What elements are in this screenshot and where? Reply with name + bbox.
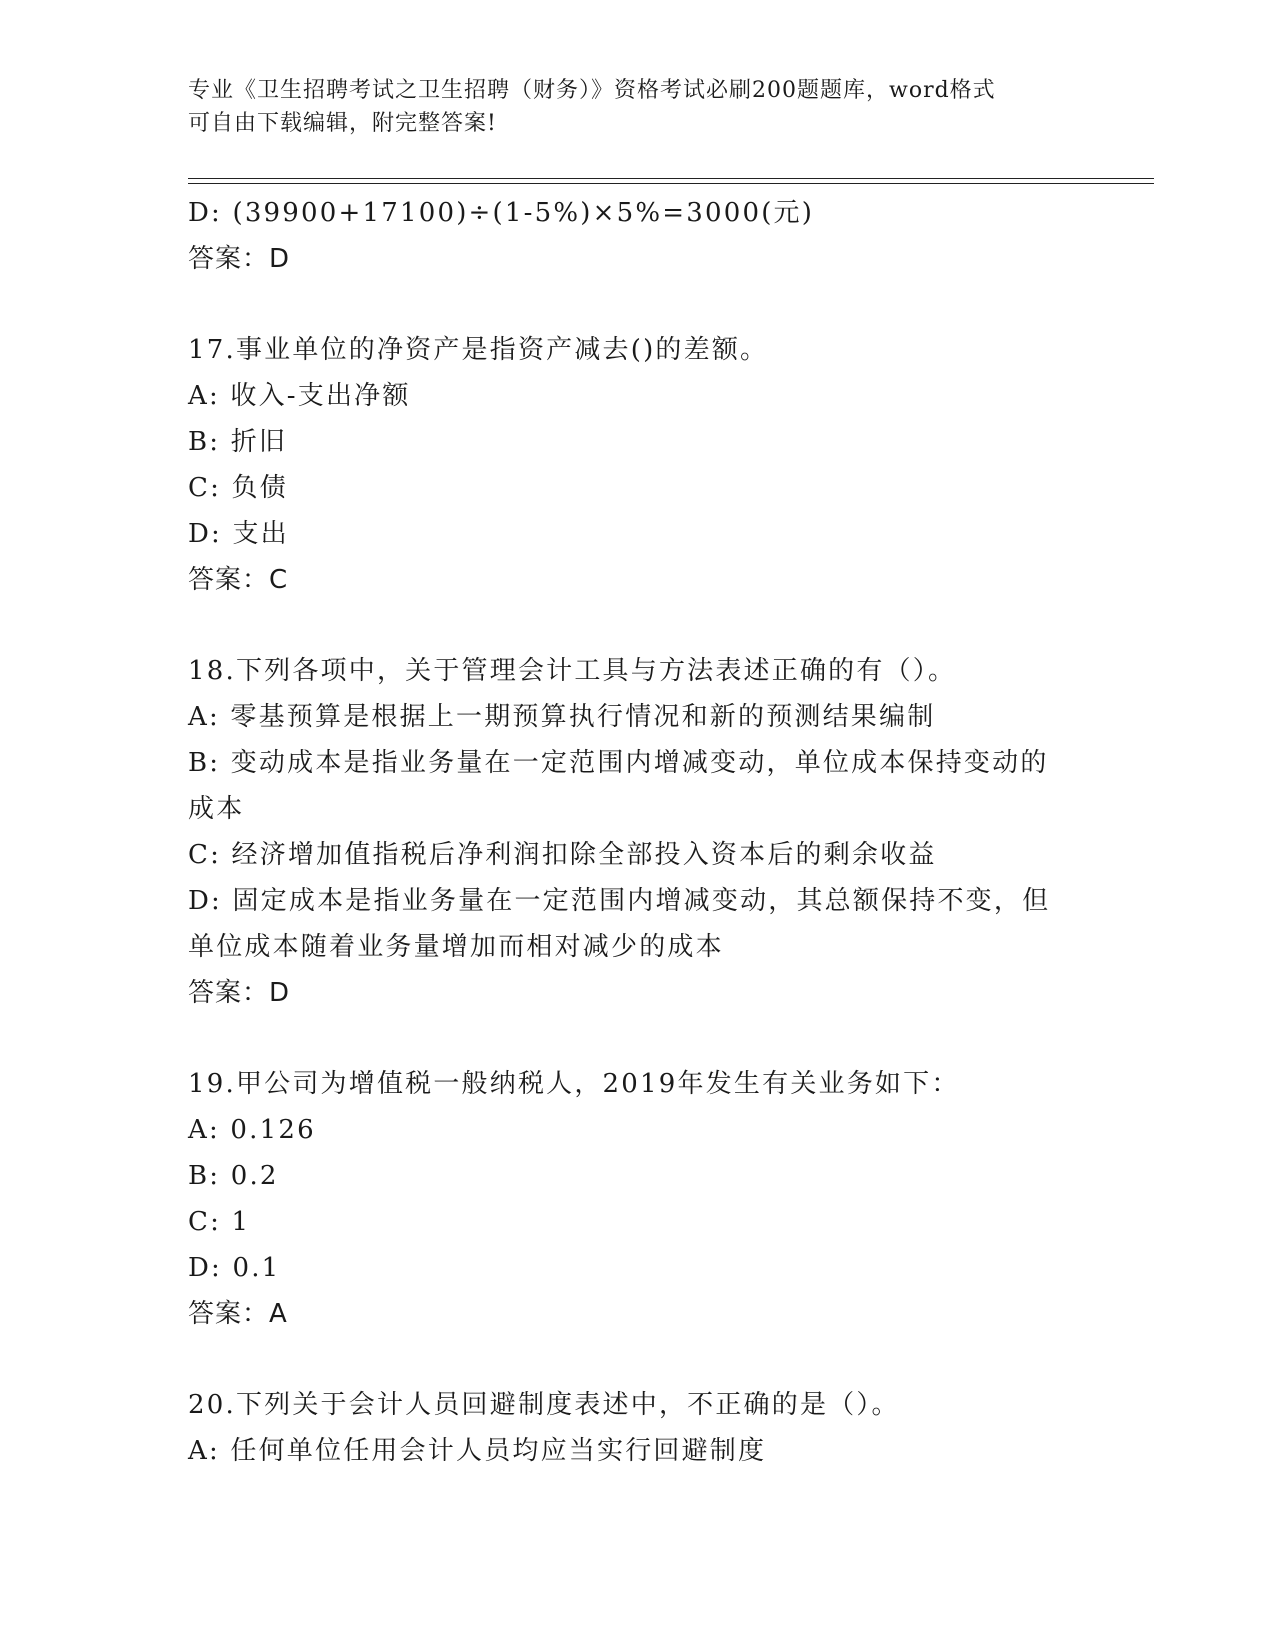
option-c: C: 1	[188, 1207, 251, 1237]
answer: 答案：D	[188, 978, 291, 1008]
header-line-1: 专业《卫生招聘考试之卫生招聘（财务）》资格考试必刷200题题库，word格式	[188, 78, 996, 103]
question-text: 17.事业单位的净资产是指资产减去()的差额。	[188, 335, 769, 365]
previous-question-tail	[188, 190, 1088, 282]
answer: 答案：C	[188, 565, 289, 595]
question-19	[188, 1061, 1088, 1337]
option-b: B: 0.2	[188, 1161, 279, 1191]
question-text: 18.下列各项中，关于管理会计工具与方法表述正确的有（）。	[188, 656, 957, 686]
header-divider-top	[188, 178, 1154, 179]
option-b: B: 变动成本是指业务量在一定范围内增减变动，单位成本保持变动的成本	[188, 748, 1049, 824]
option-a: A: 任何单位任用会计人员均应当实行回避制度	[188, 1436, 767, 1466]
option-b: B: 折旧	[188, 427, 288, 457]
header-line-2: 可自由下载编辑，附完整答案!	[188, 111, 497, 136]
question-18	[188, 648, 1088, 1016]
page-header	[188, 74, 1088, 140]
question-text: 20.下列关于会计人员回避制度表述中，不正确的是（）。	[188, 1390, 900, 1420]
option-d: D: 0.1	[188, 1253, 281, 1283]
question-17	[188, 327, 1088, 603]
answer: 答案：A	[188, 1299, 288, 1329]
question-text: 19.甲公司为增值税一般纳税人，2019年发生有关业务如下：	[188, 1069, 960, 1099]
header-divider-bottom	[188, 183, 1154, 184]
option-d: D: (39900+17100)÷(1-5%)×5%=3000(元)	[188, 198, 815, 228]
answer: 答案：D	[188, 244, 291, 274]
option-a: A: 0.126	[188, 1115, 316, 1145]
option-d: D: 固定成本是指业务量在一定范围内增减变动，其总额保持不变，但单位成本随着业务量增加而相对减少的成本	[188, 886, 1051, 962]
question-20	[188, 1382, 1088, 1474]
option-a: A: 零基预算是根据上一期预算执行情况和新的预测结果编制	[188, 702, 936, 732]
option-c: C: 经济增加值指税后净利润扣除全部投入资本后的剩余收益	[188, 840, 937, 870]
question-list	[188, 190, 1088, 1519]
option-a: A: 收入-支出净额	[188, 381, 411, 411]
option-d: D: 支出	[188, 519, 289, 549]
option-c: C: 负债	[188, 473, 288, 503]
